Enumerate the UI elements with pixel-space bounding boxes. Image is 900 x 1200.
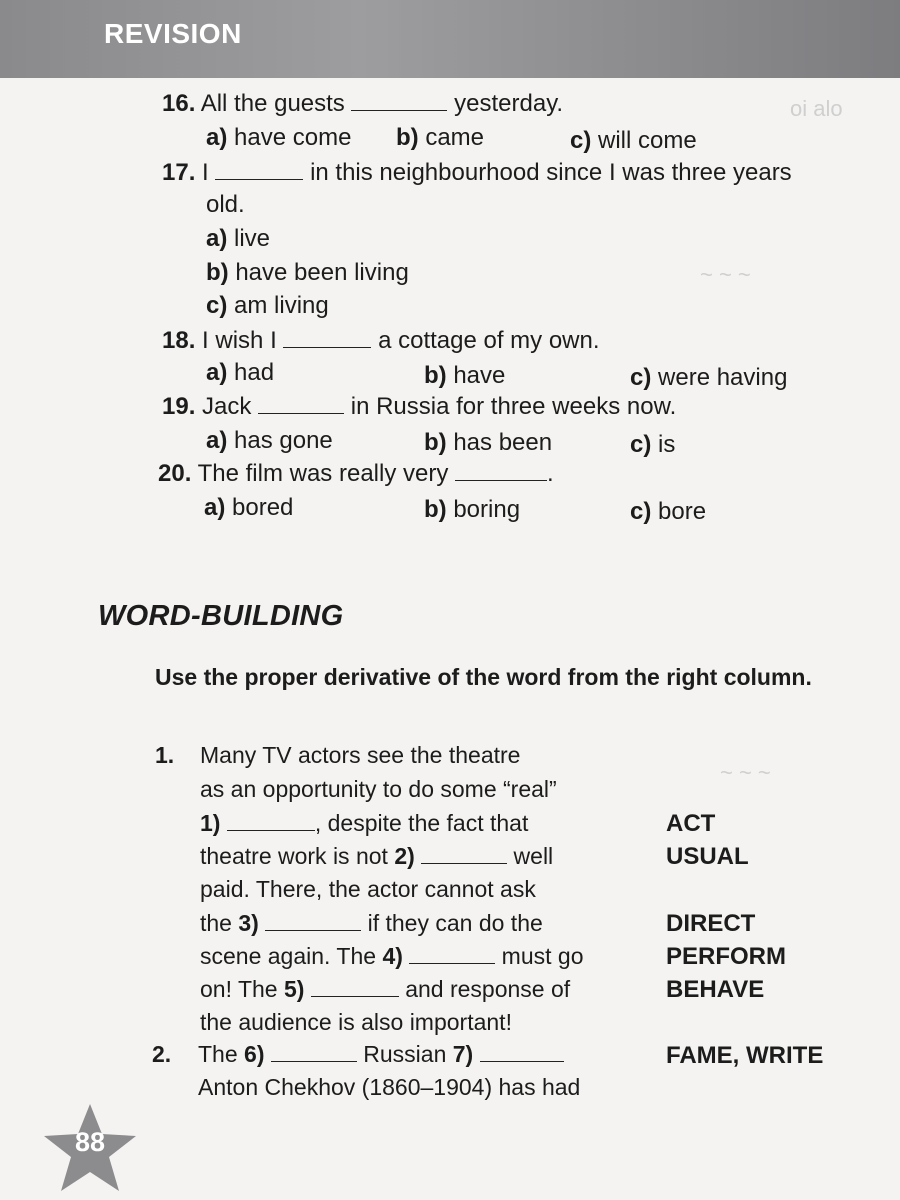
answer-blank[interactable] [311,995,399,997]
answer-blank[interactable] [480,1060,564,1062]
exercise-line: The 6) Russian 7) [198,1041,564,1068]
option-c: c) is [630,431,676,458]
question-number: 17. [162,159,196,186]
exercise-line: on! The 5) and response of [200,976,571,1002]
exercise-line: Anton Chekhov (1860–1904) has had [198,1074,581,1100]
answer-blank[interactable] [271,1060,357,1062]
option-a: a) has gone [206,427,333,454]
answer-blank[interactable] [409,962,495,964]
option-b: b) came [396,124,485,151]
question-text: The film was really very [197,460,449,487]
answer-blank[interactable] [421,862,507,864]
question-text-continued: old. [206,191,245,218]
show-through-text: ~ ~ ~ [720,760,771,785]
option-b: b) have been living [206,259,409,286]
header-band [0,0,900,78]
question-number: 19. [162,393,196,420]
question-text: I [202,159,209,186]
keyword: FAME, WRITE [666,1042,824,1069]
exercise-line: as an opportunity to do some “real” [200,776,557,802]
exercise-line: scene again. The 4) must go [200,943,584,969]
exercise-line: Many TV actors see the theatre [200,742,521,768]
option-a: a) have come [206,124,352,151]
instruction-text: Use the proper derivative of the word from the right column. [155,664,812,690]
option-b: b) have [424,362,506,389]
question-text: in this neighbourhood since I was three years [310,159,792,186]
section-header-title: REVISION [104,18,242,49]
option-a: a) had [206,359,275,386]
option-b: b) has been [424,429,553,456]
option-c: c) were having [630,364,788,391]
answer-blank[interactable] [283,346,371,348]
question-number: 18. [162,327,196,354]
question-text: I wish I [202,327,277,354]
question-text: All the guests [200,90,345,117]
keyword: ACT [666,810,716,837]
answer-blank[interactable] [227,829,315,831]
exercise-line: the 3) if they can do the [200,910,543,936]
option-c: c) bore [630,498,707,525]
exercise-number: 1. [155,742,175,768]
answer-blank[interactable] [351,109,447,111]
question-19 [162,393,676,421]
keyword: DIRECT [666,910,756,937]
exercise-line: paid. There, the actor cannot ask [200,876,536,902]
question-text: Jack [202,393,252,420]
question-number: 16. [162,90,196,117]
exercise-number: 2. [152,1041,172,1067]
option-c: c) am living [206,292,329,319]
keyword: PERFORM [666,943,786,970]
answer-blank[interactable] [258,412,344,414]
question-number: 20. [158,460,192,487]
option-a: a) live [206,225,271,252]
option-b: b) boring [424,496,521,523]
answer-blank[interactable] [455,479,547,481]
section-title-word-building: WORD-BUILDING [98,600,344,632]
question-text: in Russia for three weeks now. [350,393,677,420]
keyword: USUAL [666,843,749,870]
page-number: 88 [74,1127,106,1157]
answer-blank[interactable] [215,178,303,180]
show-through-text: oi alo [790,96,843,121]
question-16 [162,90,563,118]
option-c: c) will come [570,127,697,154]
question-text: . [547,460,554,487]
option-a: a) bored [204,494,294,521]
question-20 [158,460,554,488]
question-text: yesterday. [454,90,564,117]
exercise-line: the audience is also important! [200,1009,512,1035]
exercise-line: theatre work is not 2) well [200,843,554,869]
question-text: a cottage of my own. [378,327,600,354]
keyword: BEHAVE [666,976,765,1003]
show-through-text: ~ ~ ~ [700,262,751,287]
question-18 [162,327,600,355]
question-17 [162,159,792,187]
answer-blank[interactable] [265,929,361,931]
exercise-line: 1) , despite the fact that [200,810,529,836]
